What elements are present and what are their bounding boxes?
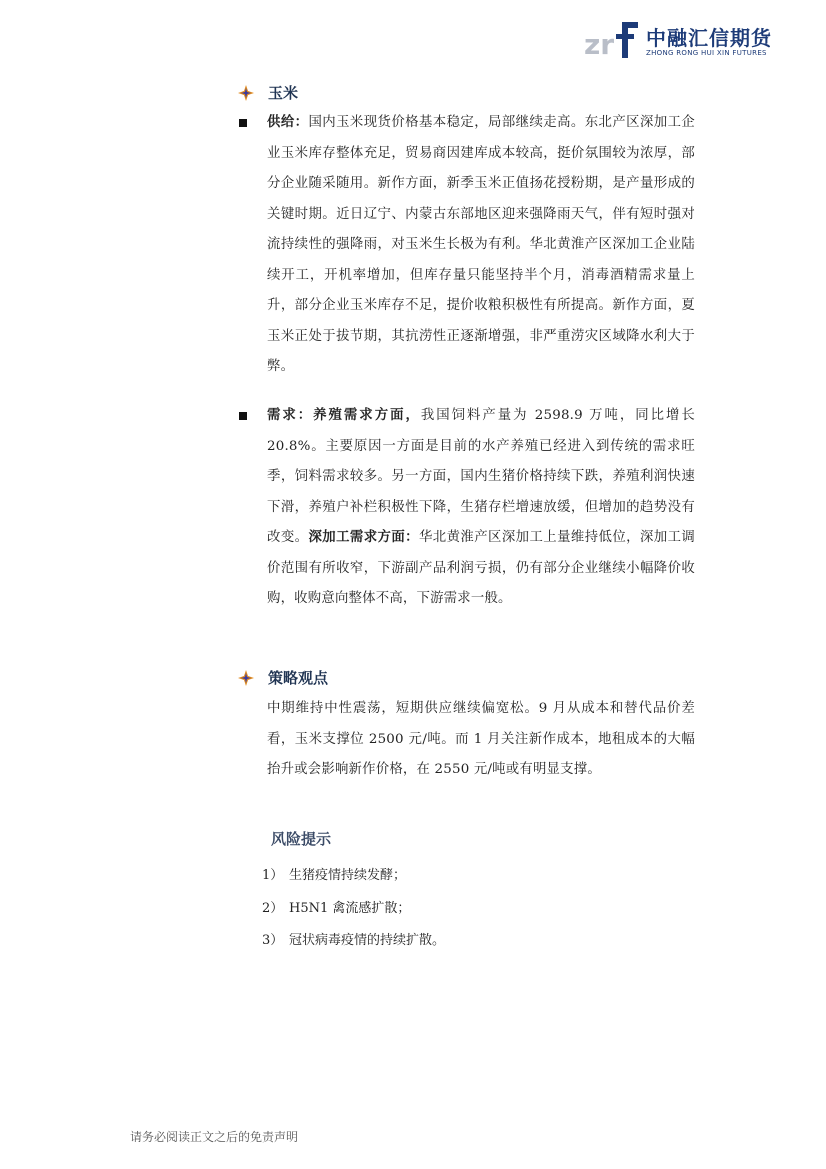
risk-item-number: 1） [262,868,284,883]
strategy-title: 策略观点 [268,669,329,687]
zrf-logo-icon [584,18,640,62]
risk-item-text: H5N1 禽流感扩散； [289,901,411,916]
risk-item-number: 2） [262,901,284,916]
square-bullet-icon [239,119,247,127]
risk-item-number: 3） [262,933,284,948]
risk-item [262,929,445,948]
disclaimer-footer: 请务必阅读正文之后的免责声明 [130,1130,299,1144]
risk-item-text: 生猪疫情持续发酵； [289,868,407,883]
company-logo [584,18,774,62]
demand-label: 需求：养殖需求方面， [267,408,421,423]
logo-chinese-name: 中融汇信期货 [646,26,772,50]
risk-item-text: 冠状病毒疫情的持续扩散。 [289,933,446,948]
logo-english-name: ZHONG RONG HUI XIN FUTURES [646,49,767,57]
deep-processing-text: 华北黄淮产区深加工上量维持低位，深加工调价范围有所收窄，下游副产品利润亏损，仍有部分企业继续小幅降价收购，收购意向整体不高，下游需求一般。 [267,530,696,606]
risk-item [262,897,410,916]
diamond-bullet-icon [238,670,254,686]
supply-label: 供给： [267,115,309,130]
svg-text:zr: zr [584,28,615,61]
risk-item [262,864,406,883]
corn-title: 玉米 [268,84,299,102]
deep-processing-label: 深加工需求方面： [308,530,419,545]
strategy-section-heading [238,667,328,688]
strategy-paragraph: 中期维持中性震荡，短期供应继续偏宽松。9 月从成本和替代品价差看，玉米支撑位 2500 元/吨。而 1 月关注新作成本，地租成本的大幅抬升或会影响新作价格，在 2550 元/吨或有明显支撑。 [267,701,695,777]
diamond-bullet-icon [238,85,254,101]
square-bullet-icon [239,412,247,420]
demand-text: 我国饲料产量为 2598.9 万吨，同比增长 20.8%。主要原因一方面是目前的水产养殖已经进入到传统的需求旺季，饲料需求较多。另一方面，国内生猪价格持续下跌，养殖利润快速下滑，养殖户补栏积极性下降，生猪存栏增速放缓，但增加的趋势没有改变。 [267,408,695,545]
demand-paragraph [267,401,695,615]
risk-title: 风险提示 [271,830,332,848]
corn-section-heading [238,82,298,103]
supply-text: 国内玉米现货价格基本稳定，局部继续走高。东北产区深加工企业玉米库存整体充足，贸易商因建库成本较高，挺价氛围较为浓厚，部分企业随采随用。新作方面，新季玉米正值扬花授粉期，是产量形成的关键时期。近日辽宁、内蒙古东部地区迎来强降雨天气，伴有短时强对流持续性的强降雨，对玉米生长极为有利。华北黄淮产区深加工企业陆续开工，开机率增加，但库存量只能坚持半个月，消毒酒精需求量上升，部分企业玉米库存不足，提价收粮积极性有所提高。新作方面，夏玉米正处于拔节期，其抗涝性正逐渐增强，非严重涝灾区域降水利大于弊。 [267,115,695,374]
supply-paragraph [267,108,695,383]
